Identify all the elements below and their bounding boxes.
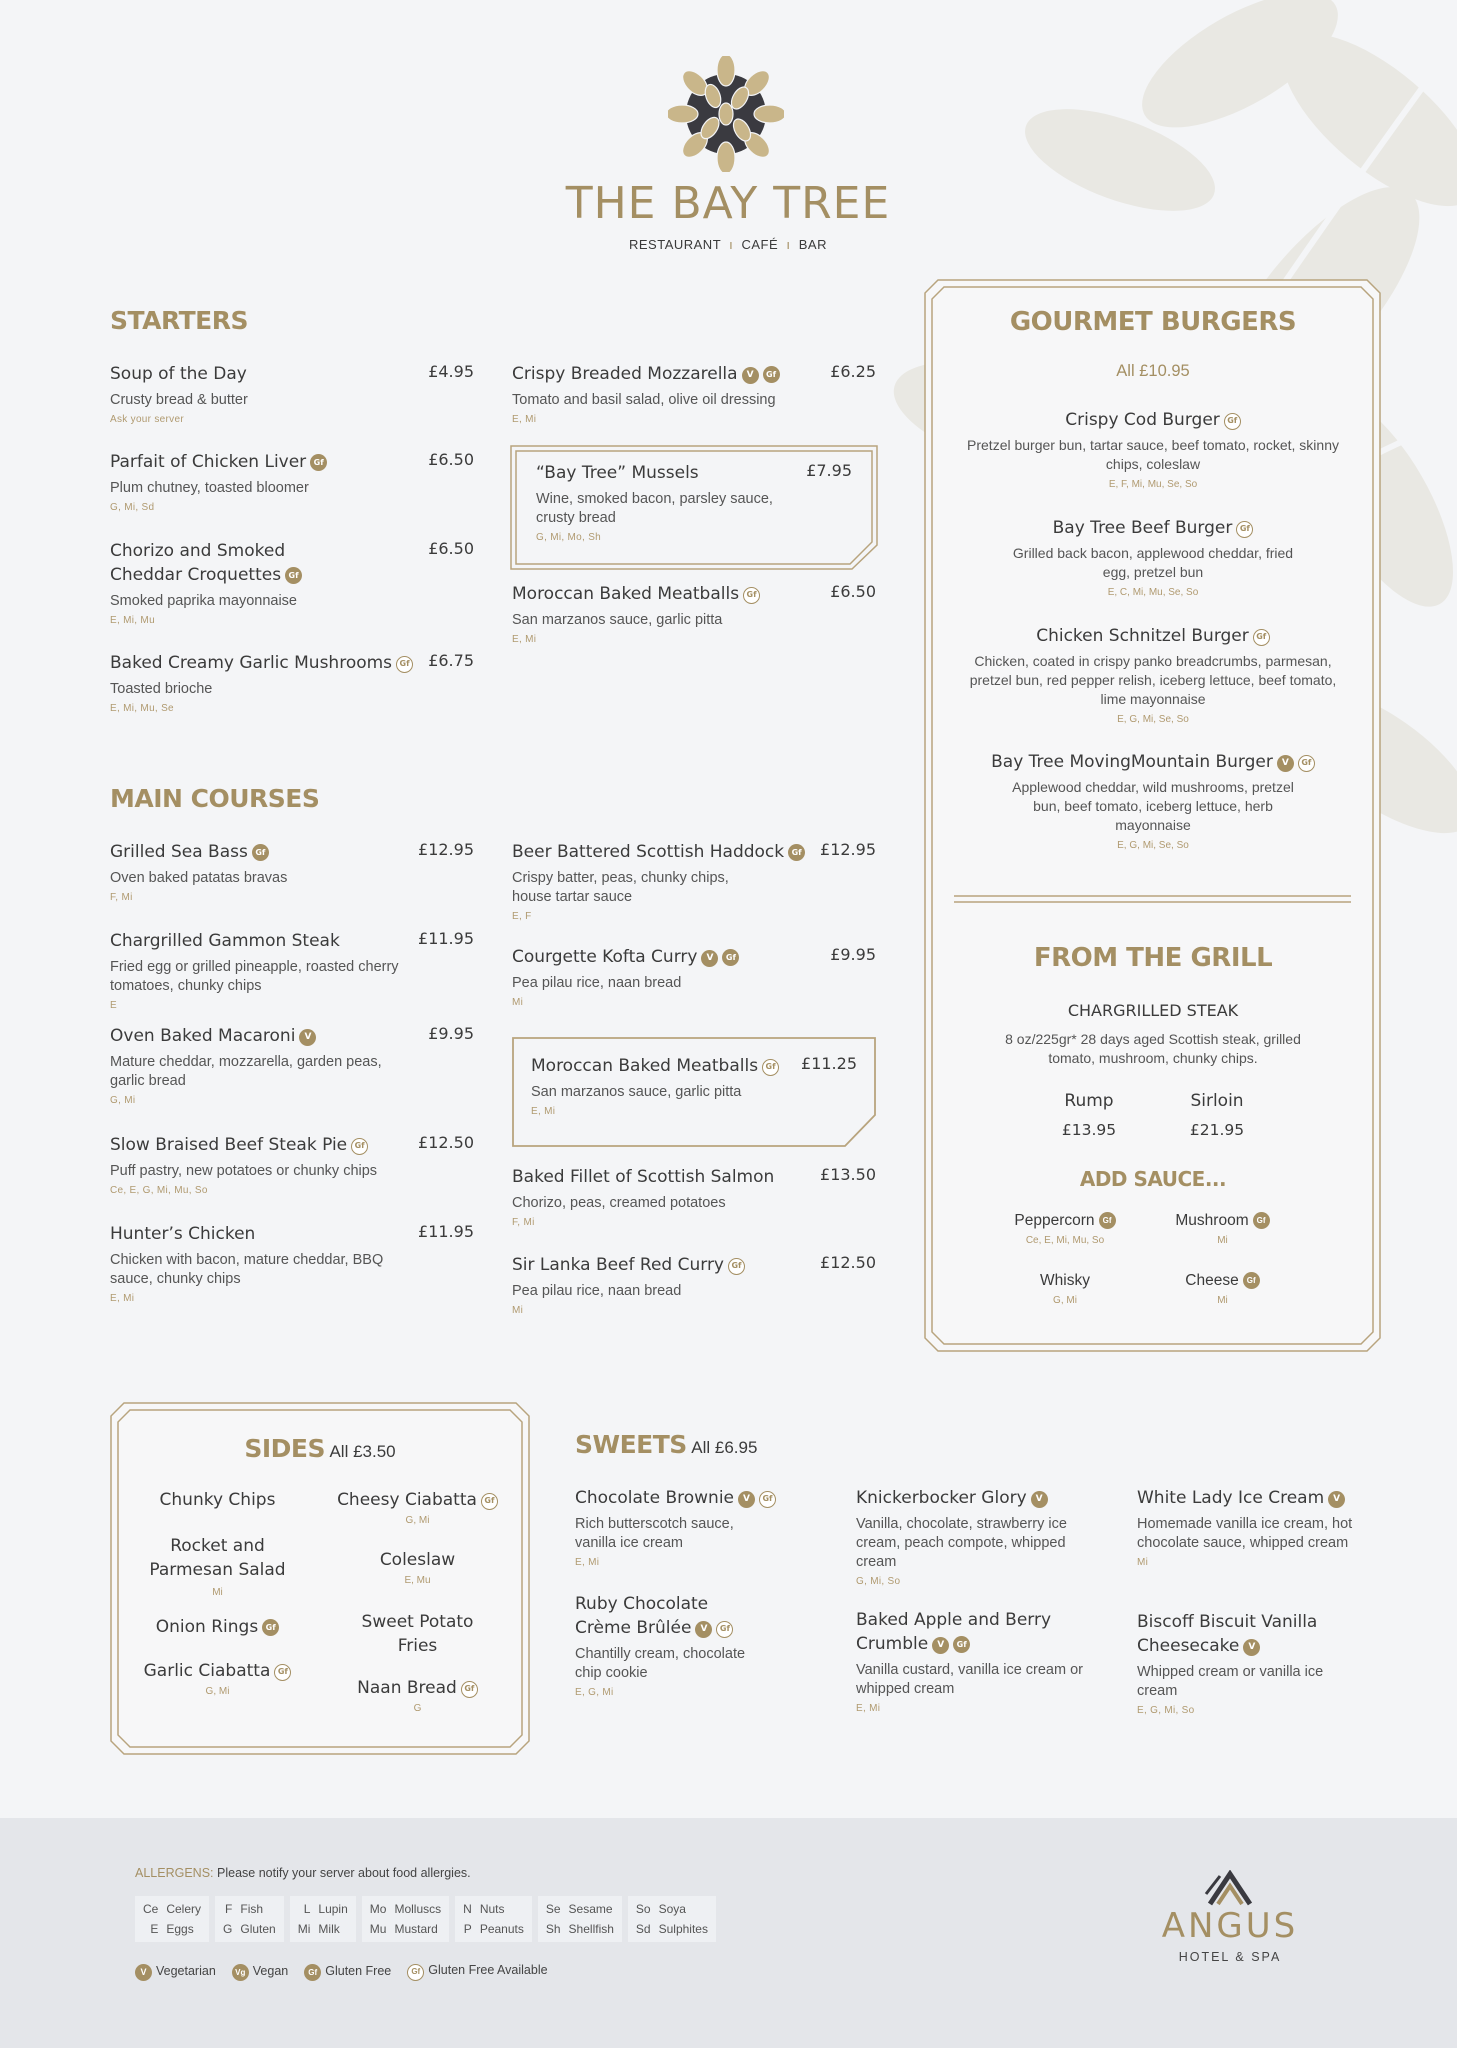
sauce-name: Peppercorn <box>1014 1212 1095 1229</box>
gluten-free-available-icon: Gf <box>461 1681 478 1698</box>
item-name: White Lady Ice Cream <box>1137 1488 1325 1508</box>
item-name: Beer Battered Scottish Haddock <box>512 842 785 862</box>
side-item <box>130 1534 305 1598</box>
grill-title: FROM THE GRILL <box>1033 943 1273 973</box>
burger-item <box>964 410 1342 490</box>
vegan-icon: Vg <box>232 1964 249 1981</box>
menu-item <box>512 945 876 1008</box>
item-allergens: G, Mi <box>405 1515 430 1526</box>
item-description: Fried egg or grilled pineapple, roasted cherry tomatoes, chunky chips <box>110 959 399 994</box>
side-item <box>345 1610 490 1658</box>
gluten-free-available-icon: Gf <box>407 1964 424 1981</box>
menu-item <box>110 1222 474 1304</box>
vegetarian-icon: V <box>742 367 759 384</box>
legend-item <box>232 1964 288 1981</box>
allergen-group <box>362 1896 449 1942</box>
sauce-item <box>990 1212 1140 1246</box>
item-name: Biscoff Biscuit Vanilla Cheesecake <box>1137 1612 1318 1656</box>
item-name: Naan Bread <box>357 1678 457 1698</box>
legend-label: Vegan <box>252 1963 289 1978</box>
item-name: Bay Tree Beef Burger <box>1052 518 1233 538</box>
item-description: Pea pilau rice, naan bread <box>512 975 682 991</box>
gluten-free-available-icon: Gf <box>1253 629 1270 646</box>
allergens-label: ALLERGENS: <box>135 1866 214 1880</box>
menu-item <box>110 450 474 513</box>
gluten-free-icon: Gf <box>1099 1212 1116 1229</box>
allergen-code: E <box>150 1922 159 1936</box>
item-description: Vanilla custard, vanilla ice cream or whipped cream <box>856 1662 1083 1697</box>
sweet-item <box>1137 1486 1387 1568</box>
item-name: Ruby Chocolate Crème Brûlée <box>575 1594 709 1638</box>
item-name: Soup of the Day <box>110 364 247 384</box>
item-description: Mature cheddar, mozzarella, garden peas, garlic bread <box>110 1054 382 1089</box>
gluten-free-icon: Gf <box>788 844 805 861</box>
allergen-name: Fish <box>240 1902 264 1916</box>
item-description: Rich butterscotch sauce, vanilla ice cream <box>575 1516 734 1551</box>
item-description: Oven baked patatas bravas <box>110 870 288 886</box>
item-name: Sweet Potato Fries <box>361 1612 474 1656</box>
item-name: Moroccan Baked Meatballs <box>512 584 740 604</box>
item-name: Hunter’s Chicken <box>110 1224 256 1244</box>
allergen-name: Shellfish <box>568 1922 614 1936</box>
menu-item <box>110 362 474 425</box>
cut-price: £13.95 <box>1061 1121 1117 1139</box>
allergen-code: So <box>635 1902 651 1916</box>
allergen-code: Mi <box>297 1922 311 1936</box>
item-allergens: E, F, Mi, Mu, Se, So <box>1108 479 1198 490</box>
item-allergens: E, G, Mi, So <box>1137 1705 1195 1716</box>
gluten-free-icon: Gf <box>285 567 302 584</box>
item-allergens: G, Mi <box>110 1095 136 1106</box>
vegetarian-icon: V <box>299 1029 316 1046</box>
item-allergens: E, Mi <box>512 414 537 425</box>
allergen-code: P <box>463 1922 472 1936</box>
vegetarian-icon: V <box>1243 1639 1260 1656</box>
item-name: Onion Rings <box>155 1617 259 1637</box>
starters-title: STARTERS <box>110 306 248 335</box>
item-name: Crispy Cod Burger <box>1065 410 1220 430</box>
allergen-name: Nuts <box>479 1902 505 1916</box>
gluten-free-icon: Gf <box>763 366 780 383</box>
item-name: Slow Braised Beef Steak Pie <box>110 1135 348 1155</box>
allergen-code: G <box>223 1922 233 1936</box>
gluten-free-available-icon: Gf <box>351 1138 368 1155</box>
gluten-free-available-icon: Gf <box>396 656 413 673</box>
allergen-name: Sulphites <box>658 1922 708 1936</box>
allergen-name: Lupin <box>318 1902 348 1916</box>
item-description: Applewood cheddar, wild mushrooms, pretzel bun, beef tomato, iceberg lettuce, herb mayonnaise <box>1012 779 1294 833</box>
legend-item <box>407 1963 547 1981</box>
allergen-name: Sesame <box>568 1902 613 1916</box>
allergen-name: Peanuts <box>479 1922 524 1936</box>
item-price: £6.25 <box>830 362 876 381</box>
burger-item <box>964 518 1342 598</box>
item-description: San marzanos sauce, garlic pitta <box>531 1084 742 1100</box>
item-description: Grilled back bacon, applewood cheddar, fried egg, pretzel bun <box>1012 545 1294 580</box>
steak-title: CHARGRILLED STEAK <box>1067 1001 1239 1020</box>
main-courses-title: MAIN COURSES <box>110 784 320 813</box>
sweets-header <box>575 1430 757 1459</box>
cut-name: Rump <box>1064 1091 1114 1111</box>
brand-name: THE BAY TREE <box>565 178 891 229</box>
item-name: Knickerbocker Glory <box>856 1488 1027 1508</box>
side-item <box>130 1661 305 1697</box>
menu-item <box>110 539 474 626</box>
steak-cut-sirloin <box>1172 1091 1262 1139</box>
item-price: £9.95 <box>830 945 876 964</box>
item-allergens: E, Mi <box>110 1293 135 1304</box>
gluten-free-available-icon: Gf <box>481 1493 498 1510</box>
item-name: Coleslaw <box>379 1550 456 1570</box>
sides-price: All £3.50 <box>329 1442 396 1461</box>
item-price: £9.95 <box>428 1024 474 1043</box>
allergen-name: Milk <box>318 1922 340 1936</box>
allergen-group <box>455 1896 532 1942</box>
sides-header <box>110 1434 530 1463</box>
item-price: £6.50 <box>428 450 474 469</box>
item-price: £13.50 <box>820 1165 876 1184</box>
menu-item <box>110 840 474 903</box>
item-allergens: G <box>413 1703 422 1714</box>
menu-item <box>512 362 876 425</box>
allergen-group <box>215 1896 284 1942</box>
item-name: Oven Baked Macaroni <box>110 1026 296 1046</box>
item-description: San marzanos sauce, garlic pitta <box>512 612 723 628</box>
item-price: £12.50 <box>820 1253 876 1272</box>
legend-item <box>304 1964 391 1981</box>
gluten-free-available-icon: Gf <box>1224 413 1241 430</box>
item-price: £12.95 <box>820 840 876 859</box>
gluten-free-available-icon: Gf <box>1236 521 1253 538</box>
item-name: Sir Lanka Beef Red Curry <box>512 1255 724 1275</box>
menu-item <box>512 840 876 922</box>
allergen-group <box>290 1896 356 1942</box>
sauce-allergens: G, Mi <box>1053 1295 1077 1306</box>
item-allergens: F, Mi <box>110 892 133 903</box>
gluten-free-available-icon: Gf <box>743 587 760 604</box>
item-name: Rocket and Parmesan Salad <box>149 1536 286 1580</box>
allergen-code: Ce <box>143 1902 159 1916</box>
item-description: Homemade vanilla ice cream, hot chocolate sauce, whipped cream <box>1137 1516 1353 1551</box>
gluten-free-available-icon: Gf <box>728 1258 745 1275</box>
menu-item <box>110 1133 474 1196</box>
side-item <box>130 1617 305 1637</box>
menu-item <box>512 582 876 645</box>
item-allergens: E, Mi <box>512 634 537 645</box>
item-name: Crispy Breaded Mozzarella <box>512 364 738 384</box>
item-allergens: E, Mi <box>856 1703 881 1714</box>
vegetarian-icon: V <box>135 1964 152 1981</box>
add-sauce-title: ADD SAUCE... <box>1079 1167 1227 1191</box>
bay-tree-logo-icon <box>668 56 784 172</box>
item-description: Pea pilau rice, naan bread <box>512 1283 682 1299</box>
item-price: £6.50 <box>830 582 876 601</box>
burger-item <box>964 626 1342 725</box>
item-price: £11.95 <box>418 1222 474 1241</box>
menu-item <box>110 929 474 1011</box>
item-name: Baked Fillet of Scottish Salmon <box>512 1167 775 1187</box>
tagline-cafe: CAFÉ <box>741 237 779 252</box>
sweets-title: SWEETS <box>575 1430 687 1459</box>
vegetarian-icon: V <box>1277 755 1294 772</box>
allergen-code: L <box>303 1902 311 1916</box>
item-description: Wine, smoked bacon, parsley sauce, crusty bread <box>536 491 773 526</box>
side-item <box>325 1678 510 1714</box>
sweet-item <box>1137 1610 1387 1716</box>
item-description: Chorizo, peas, creamed potatoes <box>512 1195 726 1211</box>
legend-label: Vegetarian <box>156 1963 216 1978</box>
gluten-free-icon: Gf <box>1243 1272 1260 1289</box>
gluten-free-icon: Gf <box>262 1619 279 1636</box>
item-price: £11.95 <box>418 929 474 948</box>
item-allergens: E, F <box>512 911 532 922</box>
item-description: Chicken with bacon, mature cheddar, BBQ sauce, chunky chips <box>110 1252 384 1287</box>
vegetarian-icon: V <box>701 950 718 967</box>
item-description: Chicken, coated in crispy panko breadcrumbs, parmesan, pretzel bun, red pepper relish, iceberg lettuce, beef tomato, lime mayonnaise <box>969 653 1337 707</box>
gluten-free-icon: Gf <box>252 844 269 861</box>
item-name: Cheesy Ciabatta <box>337 1490 477 1510</box>
gluten-free-icon: Gf <box>953 1636 970 1653</box>
sauce-item <box>1150 1212 1295 1246</box>
allergen-name: Soya <box>658 1902 686 1916</box>
item-allergens: E, G, Mi, Se, So <box>1117 840 1189 851</box>
sauce-name: Cheese <box>1185 1272 1239 1289</box>
item-name: Chunky Chips <box>159 1490 276 1510</box>
allergen-code: Sd <box>635 1922 651 1936</box>
sauce-allergens: Ce, E, Mi, Mu, So <box>1025 1235 1105 1246</box>
item-description: Smoked paprika mayonnaise <box>110 593 297 609</box>
sides-title: SIDES <box>244 1434 326 1463</box>
tagline-bar: BAR <box>798 237 827 252</box>
item-description: Toasted brioche <box>110 681 213 697</box>
item-description: Crispy batter, peas, chunky chips, house tartar sauce <box>512 870 729 905</box>
special-frame <box>512 1037 876 1147</box>
item-allergens: E, G, Mi <box>575 1687 614 1698</box>
allergen-group <box>628 1896 716 1942</box>
item-allergens: E, Mi <box>531 1106 556 1117</box>
allergen-name: Molluscs <box>394 1902 442 1916</box>
allergen-code: Sh <box>545 1922 561 1936</box>
allergen-code: N <box>463 1902 472 1916</box>
cut-name: Sirloin <box>1190 1091 1244 1111</box>
gluten-free-icon: Gf <box>1253 1212 1270 1229</box>
side-item <box>130 1490 305 1510</box>
vegetarian-icon: V <box>1031 1491 1048 1508</box>
sweets-price: All £6.95 <box>691 1438 758 1457</box>
item-allergens: F, Mi <box>512 1217 535 1228</box>
vegetarian-icon: V <box>695 1621 712 1638</box>
allergens-note-text: Please notify your server about food allergies. <box>217 1866 471 1880</box>
angus-name: ANGUS <box>1161 1906 1299 1946</box>
item-allergens: E, Mi <box>575 1557 600 1568</box>
special-frame <box>510 445 878 570</box>
item-description: Tomato and basil salad, olive oil dressing <box>512 392 776 408</box>
item-name: Chargrilled Gammon Steak <box>110 931 340 951</box>
burgers-title: GOURMET BURGERS <box>1009 307 1297 337</box>
item-allergens: E, G, Mi, Se, So <box>1117 714 1189 725</box>
steak-description: 8 oz/225gr* 28 days aged Scottish steak, grilled tomato, mushroom, chunky chips. <box>1005 1031 1301 1066</box>
allergen-code: Se <box>545 1902 561 1916</box>
item-price: £6.75 <box>428 651 474 670</box>
gluten-free-icon: Gf <box>310 454 327 471</box>
sauce-allergens: Mi <box>1217 1295 1228 1306</box>
item-description: Pretzel burger bun, tartar sauce, beef tomato, rocket, skinny chips, coleslaw <box>967 437 1339 472</box>
item-description: Vanilla, chocolate, strawberry ice cream, peach compote, whipped cream <box>856 1516 1067 1570</box>
cut-price: £21.95 <box>1189 1121 1245 1139</box>
allergen-name: Eggs <box>166 1922 194 1936</box>
item-allergens: Mi <box>512 1305 524 1316</box>
side-item <box>325 1490 510 1526</box>
item-name: Baked Creamy Garlic Mushrooms <box>110 653 393 673</box>
item-description: Chantilly cream, chocolate chip cookie <box>575 1646 746 1681</box>
item-name: Garlic Ciabatta <box>143 1661 271 1681</box>
tagline-restaurant: RESTAURANT <box>628 237 721 252</box>
sweet-item <box>856 1486 1106 1587</box>
menu-item <box>110 651 474 714</box>
item-price: £6.50 <box>428 539 474 558</box>
sweet-item <box>575 1486 825 1568</box>
item-allergens: E, C, Mi, Mu, Se, So <box>1107 587 1199 598</box>
legend-label: Gluten Free Available <box>428 1963 548 1977</box>
item-name: Courgette Kofta Curry <box>512 947 698 967</box>
item-name: Bay Tree MovingMountain Burger <box>991 752 1273 772</box>
item-allergens: Mi <box>512 997 524 1008</box>
sweet-item <box>856 1608 1106 1714</box>
gluten-free-available-icon: Gf <box>716 1621 733 1638</box>
item-name: Chicken Schnitzel Burger <box>1036 626 1249 646</box>
allergen-group <box>135 1896 209 1942</box>
item-name: Chorizo and Smoked Cheddar Croquettes <box>110 541 286 585</box>
item-name: Parfait of Chicken Liver <box>110 452 307 472</box>
menu-item <box>110 1024 474 1106</box>
angus-subtitle: HOTEL & SPA <box>1178 1950 1282 1964</box>
gluten-free-available-icon: Gf <box>274 1664 291 1681</box>
item-description: Crusty bread & butter <box>110 392 248 408</box>
sauce-name: Whisky <box>1040 1272 1090 1289</box>
burger-item <box>964 752 1342 851</box>
burgers-price: All £10.95 <box>1116 362 1190 380</box>
gluten-free-icon: Gf <box>722 949 739 966</box>
allergen-code: Mu <box>369 1922 387 1936</box>
dietary-legend <box>135 1963 548 1981</box>
allergen-group <box>538 1896 622 1942</box>
item-name: “Bay Tree” Mussels <box>536 463 699 483</box>
gluten-free-available-icon: Gf <box>762 1059 779 1076</box>
allergen-codes-table <box>135 1896 716 1942</box>
item-allergens: Ask your server <box>110 414 184 425</box>
allergen-code: F <box>225 1902 233 1916</box>
item-price: £4.95 <box>428 362 474 381</box>
item-allergens: G, Mi, So <box>856 1576 901 1587</box>
sauce-item <box>1150 1272 1295 1306</box>
item-price: £11.25 <box>801 1054 857 1073</box>
item-name: Chocolate Brownie <box>575 1488 735 1508</box>
allergen-name: Celery <box>166 1902 202 1916</box>
item-allergens: G, Mi <box>205 1686 230 1697</box>
item-name: Moroccan Baked Meatballs <box>531 1056 759 1076</box>
item-description: Puff pastry, new potatoes or chunky chips <box>110 1163 378 1179</box>
tagline-divider: ı <box>725 237 738 252</box>
item-description: Plum chutney, toasted bloomer <box>110 480 309 496</box>
item-allergens: Mi <box>212 1587 223 1598</box>
legend-label: Gluten Free <box>325 1963 392 1978</box>
item-allergens: E, Mu <box>404 1575 431 1586</box>
tagline-divider: ı <box>782 237 795 252</box>
sweet-item <box>575 1592 825 1698</box>
vegetarian-icon: V <box>1328 1491 1345 1508</box>
allergens-note <box>135 1866 471 1880</box>
menu-item <box>512 1253 876 1316</box>
vegetarian-icon: V <box>738 1491 755 1508</box>
sauce-allergens: Mi <box>1217 1235 1228 1246</box>
item-price: £12.95 <box>418 840 474 859</box>
allergen-name: Mustard <box>394 1922 438 1936</box>
allergen-name: Gluten <box>240 1922 276 1936</box>
angus-logo-icon <box>1204 1870 1256 1906</box>
item-name: Baked Apple and Berry Crumble <box>856 1610 1052 1654</box>
item-price: £7.95 <box>806 461 852 480</box>
item-allergens: Ce, E, G, Mi, Mu, So <box>110 1185 208 1196</box>
brand-tagline <box>528 237 928 252</box>
item-description: Whipped cream or vanilla ice cream <box>1137 1664 1324 1699</box>
item-name: Grilled Sea Bass <box>110 842 248 862</box>
sauce-name: Mushroom <box>1175 1212 1249 1229</box>
gluten-free-available-icon: Gf <box>1298 755 1315 772</box>
item-allergens: E, Mi, Mu, Se <box>110 703 174 714</box>
steak-cut-rump <box>1044 1091 1134 1139</box>
item-allergens: E, Mi, Mu <box>110 615 155 626</box>
gluten-free-icon: Gf <box>304 1964 321 1981</box>
vegetarian-icon: V <box>932 1637 949 1654</box>
item-allergens: G, Mi, Sd <box>110 502 155 513</box>
item-allergens: E <box>110 1000 117 1011</box>
legend-item <box>135 1964 216 1981</box>
side-item <box>325 1550 510 1586</box>
item-allergens: Mi <box>1137 1557 1149 1568</box>
allergen-code: Mo <box>369 1902 387 1916</box>
sauce-item <box>990 1272 1140 1306</box>
item-price: £12.50 <box>418 1133 474 1152</box>
item-allergens: G, Mi, Mo, Sh <box>536 532 602 543</box>
menu-item <box>512 1165 876 1228</box>
gluten-free-available-icon: Gf <box>759 1491 776 1508</box>
